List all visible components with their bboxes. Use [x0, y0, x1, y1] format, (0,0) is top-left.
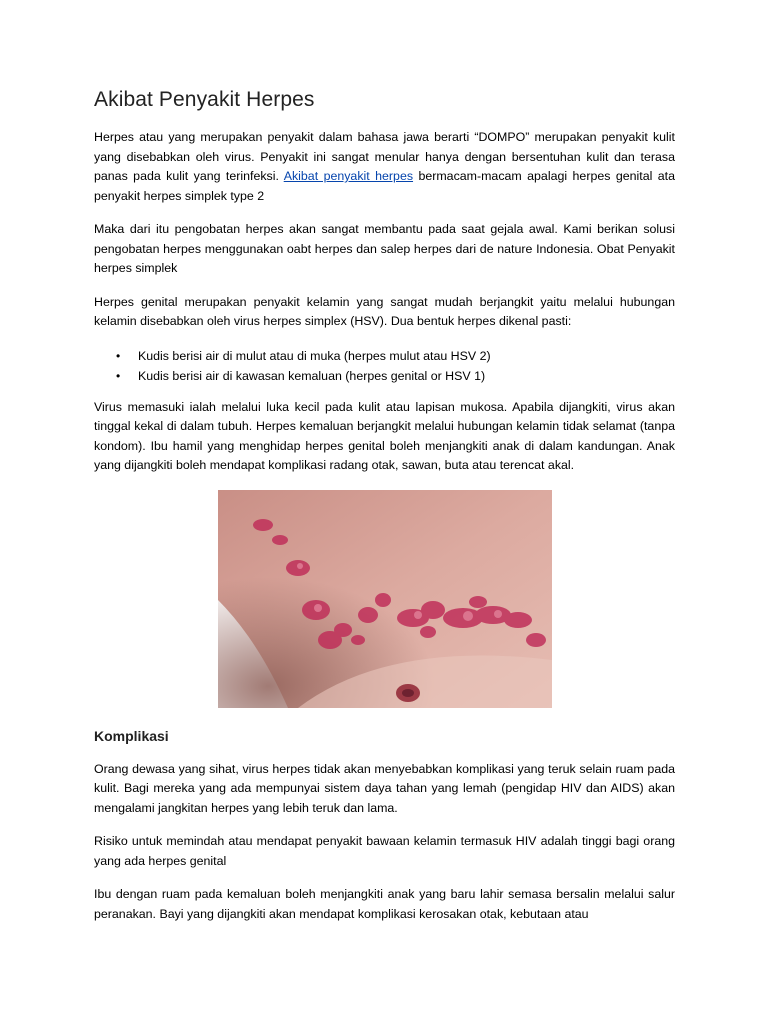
list-item	[94, 366, 675, 386]
akibat-penyakit-herpes-link[interactable]: Akibat penyakit herpes	[283, 169, 414, 183]
paragraph-intro	[94, 128, 675, 206]
paragraph-complications: Orang dewasa yang sihat, virus herpes tidak akan menyebabkan komplikasi yang teruk selain ruam pada kulit. Bagi mereka yang ada mempunyai sistem daya tahan yang lemah (pengidap HIV dan AIDS) akan mengalami jangkitan herpes yang lebih teruk dan lama.	[94, 761, 675, 815]
paragraph-intro-text: Herpes atau yang merupakan penyakit dalam bahasa jawa berarti “DOMPO” merupakan penyakit kulit yang disebabkan oleh virus. Penyakit ini sangat menular hanya dengan bersentuhan kulit dan terasa panas pada kulit yang terinfeksi.	[94, 130, 675, 183]
paragraph-hiv-risk: Risiko untuk memindah atau mendapat penyakit bawaan kelamin termasuk HIV adalah tinggi bagi orang yang ada herpes genital	[94, 834, 675, 868]
paragraph-transmission: Virus memasuki ialah melalui luka kecil pada kulit atau lapisan mukosa. Apabila dijangkiti, virus akan tinggal kekal di dalam tubuh. Herpes kemaluan berjangkit melalui hubungan kelamin tidak selamat (tanpa kondom). Ibu hamil yang menghidap herpes genital boleh menjangkiti anak di dalam kandungan. Anak yang dijangkiti boleh mendapat komplikasi radang otak, sawan, buta atau terencat akal.	[94, 399, 675, 472]
page-title: Akibat Penyakit Herpes	[94, 88, 315, 111]
herpes-rash-photo	[218, 490, 552, 708]
paragraph-genital-herpes: Herpes genital merupakan penyakit kelamin yang sangat mudah berjangkit yaitu melalui hubungan kelamin disebabkan oleh virus herpes simplex (HSV). Dua bentuk herpes dikenal pasti:	[94, 294, 675, 328]
document-body	[94, 88, 675, 938]
section-heading-komplikasi: Komplikasi	[94, 727, 169, 744]
herpes-rash-illustration	[218, 490, 552, 708]
list-item-text: Kudis berisi air di mulut atau di muka (herpes mulut atau HSV 2)	[138, 348, 491, 363]
bullet-icon: •	[116, 348, 121, 363]
paragraph-treatment: Maka dari itu pengobatan herpes akan sangat membantu pada saat gejala awal. Kami berikan solusi pengobatan herpes menggunakan oabt herpes dan salep herpes dari de nature Indonesia. Obat Penyakit herpes simplek	[94, 222, 675, 275]
list-item-text: Kudis berisi air di kawasan kemaluan (herpes genital or HSV 1)	[138, 368, 486, 383]
paragraph-newborn: Ibu dengan ruam pada kemaluan boleh menjangkiti anak yang baru lahir semasa bersalin melalui salur peranakan. Bayi yang dijangkiti akan mendapat komplikasi kerosakan otak, kebutaan atau	[94, 887, 675, 921]
bullet-icon: •	[116, 368, 121, 383]
list-item	[94, 346, 675, 366]
herpes-types-list	[94, 346, 675, 386]
paragraph-intro-text-end: bermacam-macam apalagi herpes genital ata penyakit herpes simplek type 2	[94, 169, 676, 203]
